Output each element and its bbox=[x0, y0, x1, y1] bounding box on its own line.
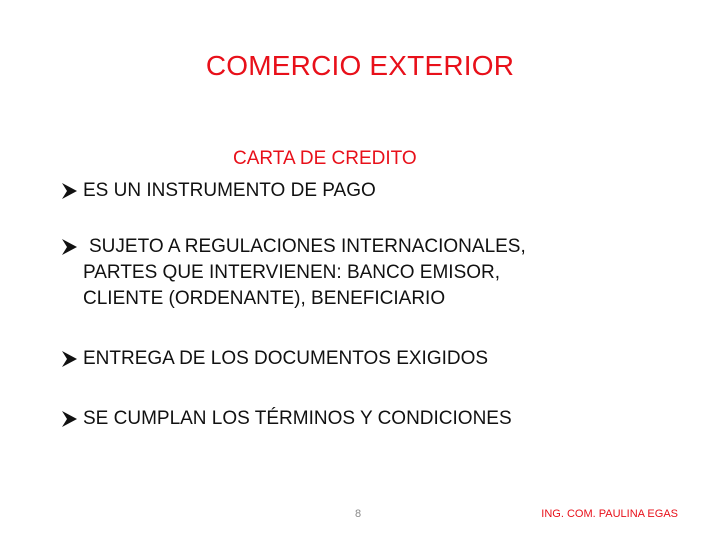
bullet-text: SUJETO A REGULACIONES INTERNACIONALES, bbox=[89, 236, 526, 257]
page-number: 8 bbox=[355, 508, 362, 520]
bullet-item bbox=[60, 180, 376, 202]
bullet-continuation: PARTES QUE INTERVIENEN: BANCO EMISOR, bbox=[83, 262, 501, 283]
bullet-item bbox=[60, 236, 526, 258]
bullet-item bbox=[60, 348, 488, 370]
arrow-bullet-icon bbox=[60, 180, 79, 202]
arrow-bullet-icon bbox=[60, 348, 79, 370]
bullet-text: ENTREGA DE LOS DOCUMENTOS EXIGIDOS bbox=[83, 348, 489, 369]
slide-title: COMERCIO EXTERIOR bbox=[205, 50, 515, 81]
arrow-bullet-icon bbox=[60, 408, 79, 430]
arrow-bullet-icon bbox=[60, 236, 79, 258]
bullet-text: ES UN INSTRUMENTO DE PAGO bbox=[83, 180, 376, 201]
bullet-continuation: CLIENTE (ORDENANTE), BENEFICIARIO bbox=[83, 288, 446, 309]
footer-author: ING. COM. PAULINA EGAS bbox=[541, 508, 678, 520]
bullet-item bbox=[60, 408, 512, 430]
slide-subtitle: CARTA DE CREDITO bbox=[233, 148, 417, 169]
bullet-text: SE CUMPLAN LOS TÉRMINOS Y CONDICIONES bbox=[83, 408, 512, 429]
